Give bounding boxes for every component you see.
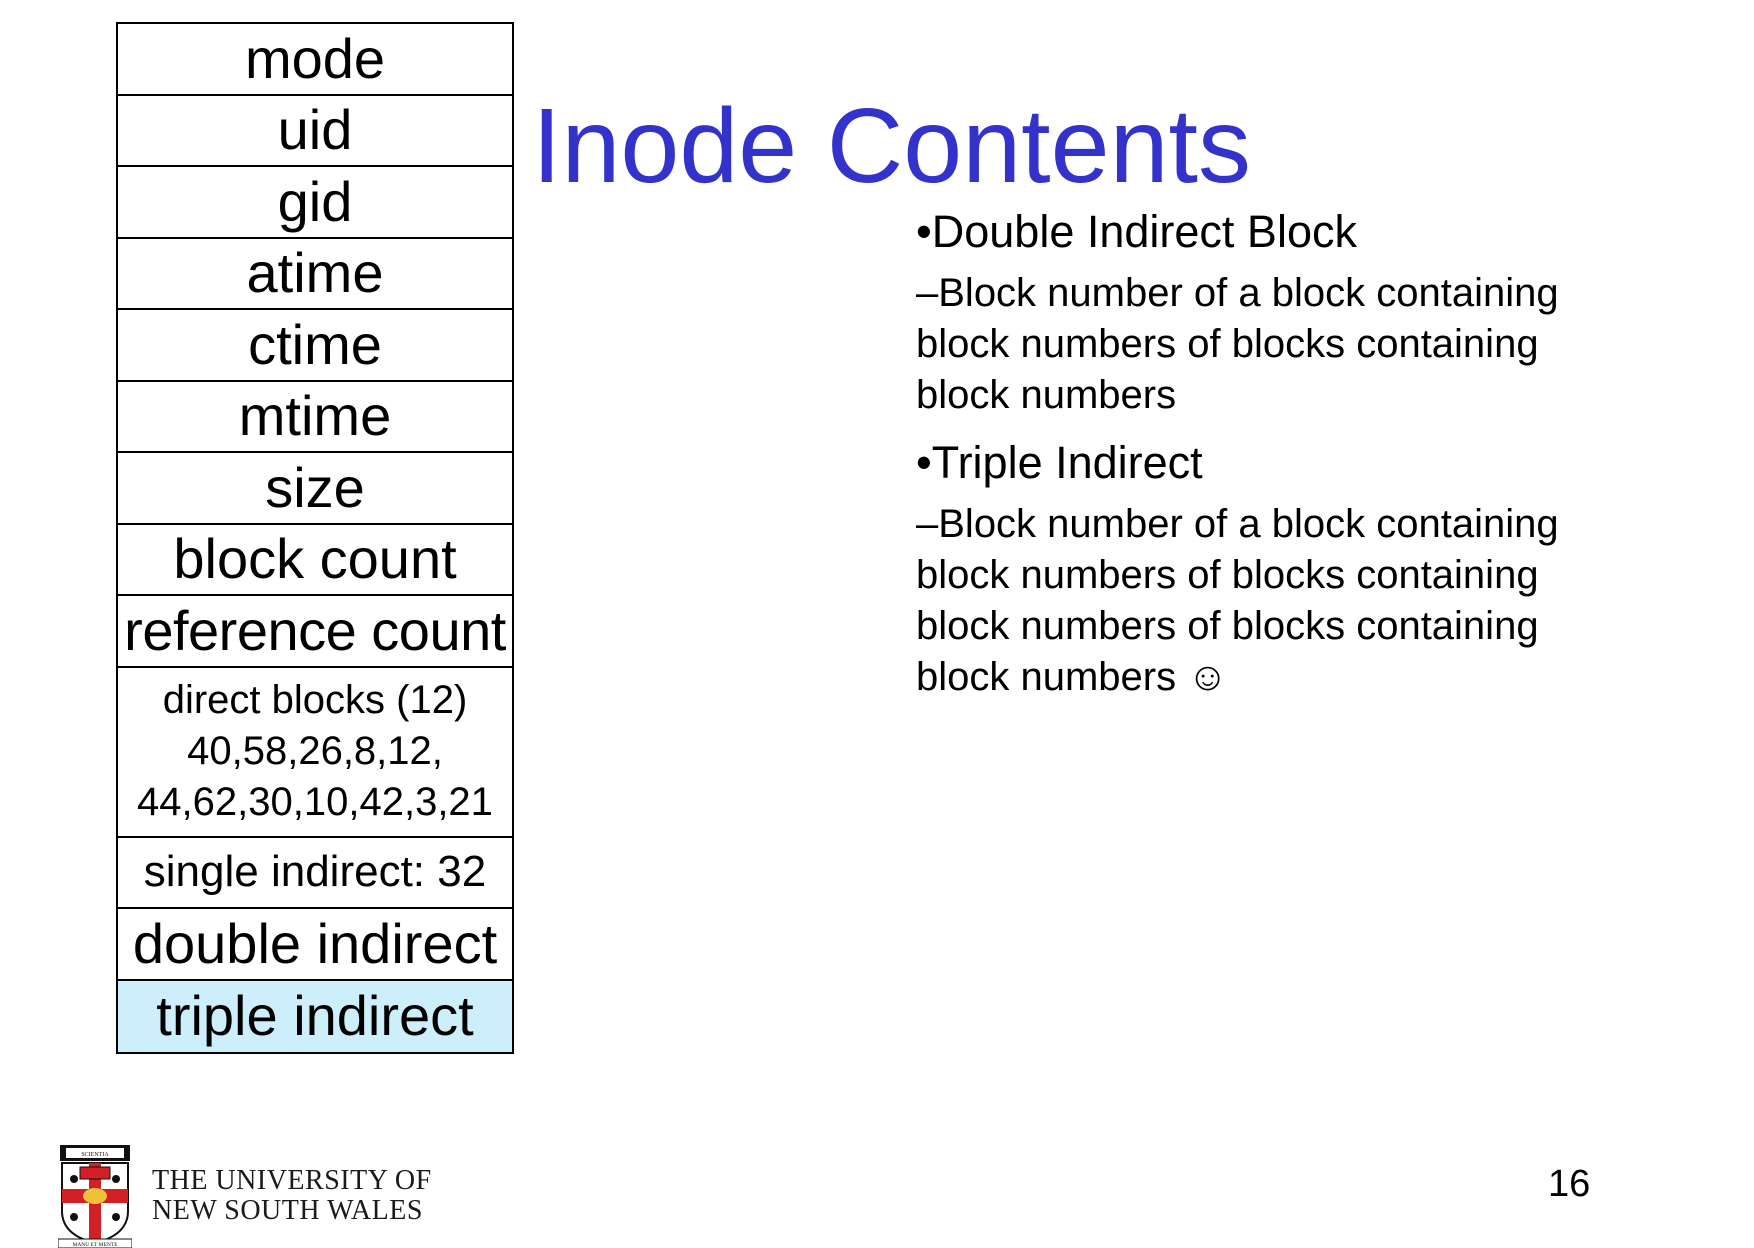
crest-star — [70, 1175, 78, 1183]
inode-field-atime: atime — [118, 239, 512, 311]
bullet-line: block numbers ☺ — [916, 655, 1229, 699]
bullet-line: block numbers of blocks containing — [916, 604, 1539, 648]
page-number: 16 — [1548, 1163, 1591, 1205]
university-crest-logo — [58, 1143, 132, 1248]
direct-blocks-values-2: 44,62,30,10,42,3,21 — [137, 780, 493, 824]
crest-star — [112, 1175, 120, 1183]
inode-field-ctime: ctime — [118, 310, 512, 382]
inode-field-single-indirect: single indirect: 32 — [118, 838, 512, 910]
inode-table — [116, 22, 514, 1054]
direct-blocks-label: direct blocks (12) — [162, 678, 468, 722]
inode-field-block-count: block count — [118, 525, 512, 597]
bullet-line: block numbers of blocks containing — [916, 322, 1539, 366]
crest-star — [112, 1213, 120, 1221]
inode-field-mode: mode — [118, 24, 512, 96]
bullet-double-indirect — [916, 206, 1676, 421]
university-name-line1: THE UNIVERSITY OF — [152, 1165, 432, 1196]
inode-field-reference-count: reference count — [118, 596, 512, 668]
inode-field-gid: gid — [118, 167, 512, 239]
slide-content — [916, 206, 1676, 719]
direct-blocks-values-1: 40,58,26,8,12, — [187, 729, 443, 773]
bullet-line: –Block number of a block containing — [916, 271, 1559, 315]
slide-title: Inode Contents — [532, 87, 1251, 205]
bullet-triple-indirect — [916, 437, 1676, 703]
crest-star — [70, 1213, 78, 1221]
bullet-line: block numbers — [916, 373, 1177, 417]
inode-field-triple-indirect: triple indirect — [118, 981, 512, 1053]
bullet-line: block numbers of blocks containing — [916, 553, 1539, 597]
university-name-line2: NEW SOUTH WALES — [152, 1195, 423, 1226]
crest-motto-text: MANU ET MENTE — [72, 1242, 118, 1248]
inode-field-uid: uid — [118, 96, 512, 168]
bullet-description — [916, 499, 1676, 703]
crest-book — [80, 1167, 110, 1179]
inode-field-mtime: mtime — [118, 382, 512, 454]
bullet-heading: •Double Indirect Block — [916, 206, 1357, 257]
bullet-line: –Block number of a block containing — [916, 502, 1559, 546]
inode-field-size: size — [118, 453, 512, 525]
bullet-description — [916, 268, 1676, 421]
university-name — [152, 1166, 432, 1226]
inode-field-direct-blocks — [118, 668, 512, 838]
bullet-heading: •Triple Indirect — [916, 437, 1203, 488]
crest-banner-text: SCIENTIA — [81, 1152, 109, 1158]
crest-lion — [83, 1188, 107, 1204]
inode-field-double-indirect: double indirect — [118, 909, 512, 981]
